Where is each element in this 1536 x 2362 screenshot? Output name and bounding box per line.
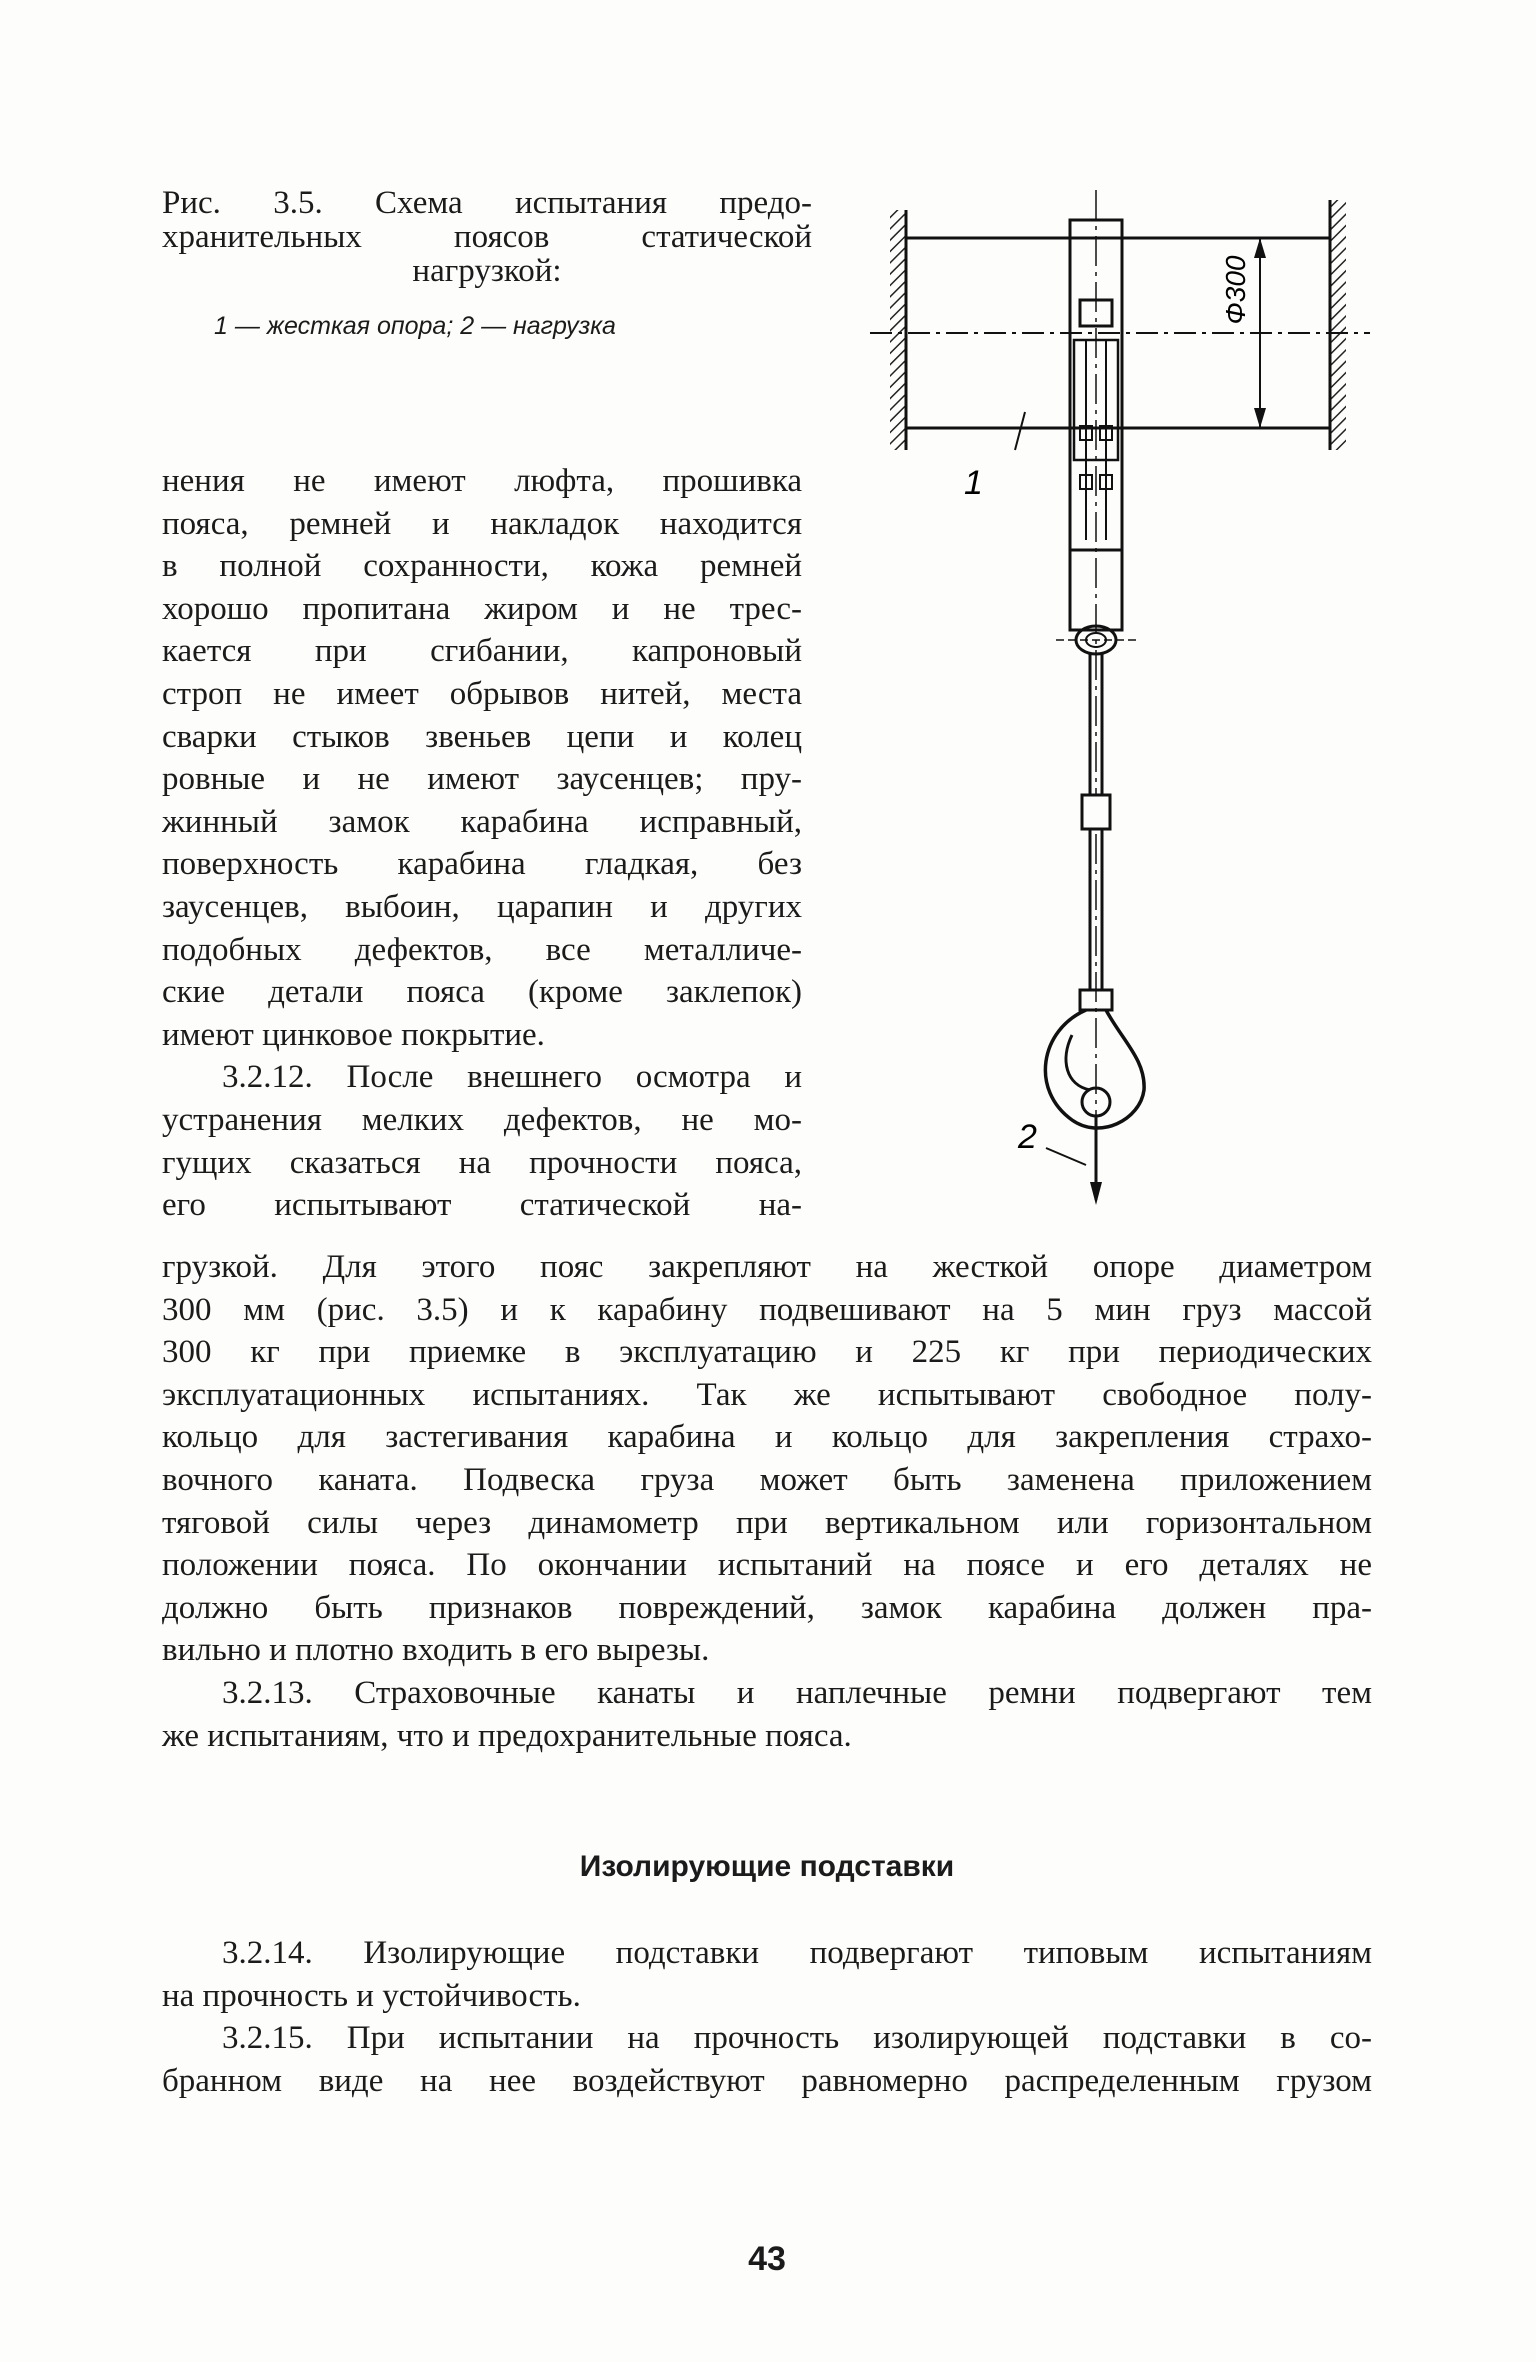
column-line: строп не имеет обрывов нитей, места	[162, 675, 802, 712]
column-line: хорошо пропитана жиром и не трес-	[162, 590, 802, 627]
left-support-hatch	[890, 210, 906, 450]
caption-line-2: хранительных поясов статической	[162, 219, 812, 255]
column-text	[162, 460, 802, 1227]
column-line: его испытывают статической на-	[162, 1187, 802, 1224]
body-line: вильно и плотно входить в его вырезы.	[162, 1632, 710, 1669]
column-line: жинный замок карабина исправный,	[162, 803, 802, 840]
body-line: эксплуатационных испытаниях. Так же испытывают свободное полу-	[162, 1376, 1372, 1413]
body-line: 300 кг при приемке в эксплуатацию и 225 кг при периодических	[162, 1334, 1372, 1371]
body-line: вочного каната. Подвеска груза может быть заменена приложением	[162, 1461, 1372, 1498]
section-line: на прочность и устойчивость.	[162, 1977, 581, 2014]
column-line: имеют цинковое покрытие.	[162, 1016, 545, 1053]
column-line: ские детали пояса (кроме заклепок)	[162, 974, 802, 1011]
body-line: же испытаниям, что и предохранительные пояса.	[162, 1717, 852, 1754]
column-line: заусенцев, выбоин, царапин и других	[162, 888, 802, 925]
carabiner-body	[1045, 1010, 1144, 1128]
column-line: подобных дефектов, все металличе-	[162, 931, 802, 968]
section-line: 3.2.15. При испытании на прочность изолирующей подставки в со-	[222, 2020, 1372, 2057]
column-line: сварки стыков звеньев цепи и колец	[162, 718, 802, 755]
column-line: нения не имеют люфта, прошивка	[162, 463, 802, 499]
column-line: пояса, ремней и накладок находится	[162, 505, 802, 542]
column-line: гущих сказаться на прочности пояса,	[162, 1144, 802, 1181]
body-line: положении пояса. По окончании испытаний на поясе и его деталях не	[162, 1547, 1372, 1584]
body-line: кольцо для застегивания карабина и кольцо для закрепления страхо-	[162, 1419, 1372, 1456]
figure-caption-legend: 1 — жесткая опора; 2 — нагрузка	[214, 312, 616, 340]
body-line: 3.2.13. Страховочные канаты и наплечные ремни подвергают тем	[222, 1674, 1372, 1711]
dimension-label: Ф300	[1220, 255, 1251, 325]
section-line: 3.2.14. Изолирующие подставки подвергают типовым испытаниям	[222, 1935, 1372, 1971]
column-line: устранения мелких дефектов, не мо-	[162, 1101, 802, 1138]
right-support-hatch	[1330, 200, 1346, 450]
body-line: грузкой. Для этого пояс закрепляют на жесткой опоре диаметром	[162, 1249, 1372, 1285]
body-line: тяговой силы через динамометр при вертикальном или горизонтальном	[162, 1504, 1372, 1541]
label-2: 2	[1018, 1118, 1037, 1156]
body-text	[162, 1246, 1372, 1757]
carabiner-lock	[1066, 1035, 1090, 1090]
leader-line-1	[1015, 412, 1025, 450]
column-line: поверхность карабина гладкая, без	[162, 846, 802, 883]
dimension-arrow-bottom	[1254, 408, 1266, 428]
section-line: бранном виде на нее воздействуют равномерно распределенным грузом	[162, 2062, 1372, 2099]
section-text	[162, 1932, 1372, 2102]
leader-line-2	[1046, 1148, 1086, 1165]
column-line: 3.2.12. После внешнего осмотра и	[222, 1059, 802, 1096]
page-number: 43	[748, 2240, 786, 2278]
belt-test-diagram	[860, 190, 1380, 1230]
belt-test-svg	[860, 190, 1380, 1230]
caption-line-1: Рис. 3.5. Схема испытания предо-	[162, 185, 812, 221]
figure-caption-title	[162, 186, 812, 288]
label-1: 1	[964, 464, 983, 502]
column-line: ровные и не имеют заусенцев; пру-	[162, 761, 802, 798]
body-line: 300 мм (рис. 3.5) и к карабину подвешивают на 5 мин груз массой	[162, 1291, 1372, 1328]
caption-line-3: нагрузкой:	[412, 253, 562, 289]
load-arrow-head	[1090, 1182, 1102, 1205]
section-heading: Изолирующие подставки	[579, 1850, 955, 1883]
column-line: кается при сгибании, капроновый	[162, 633, 802, 670]
body-line: должно быть признаков повреждений, замок карабина должен пра-	[162, 1589, 1372, 1626]
column-line: в полной сохранности, кожа ремней	[162, 548, 802, 585]
dimension-arrow-top	[1254, 238, 1266, 258]
strop-clip	[1082, 795, 1110, 829]
